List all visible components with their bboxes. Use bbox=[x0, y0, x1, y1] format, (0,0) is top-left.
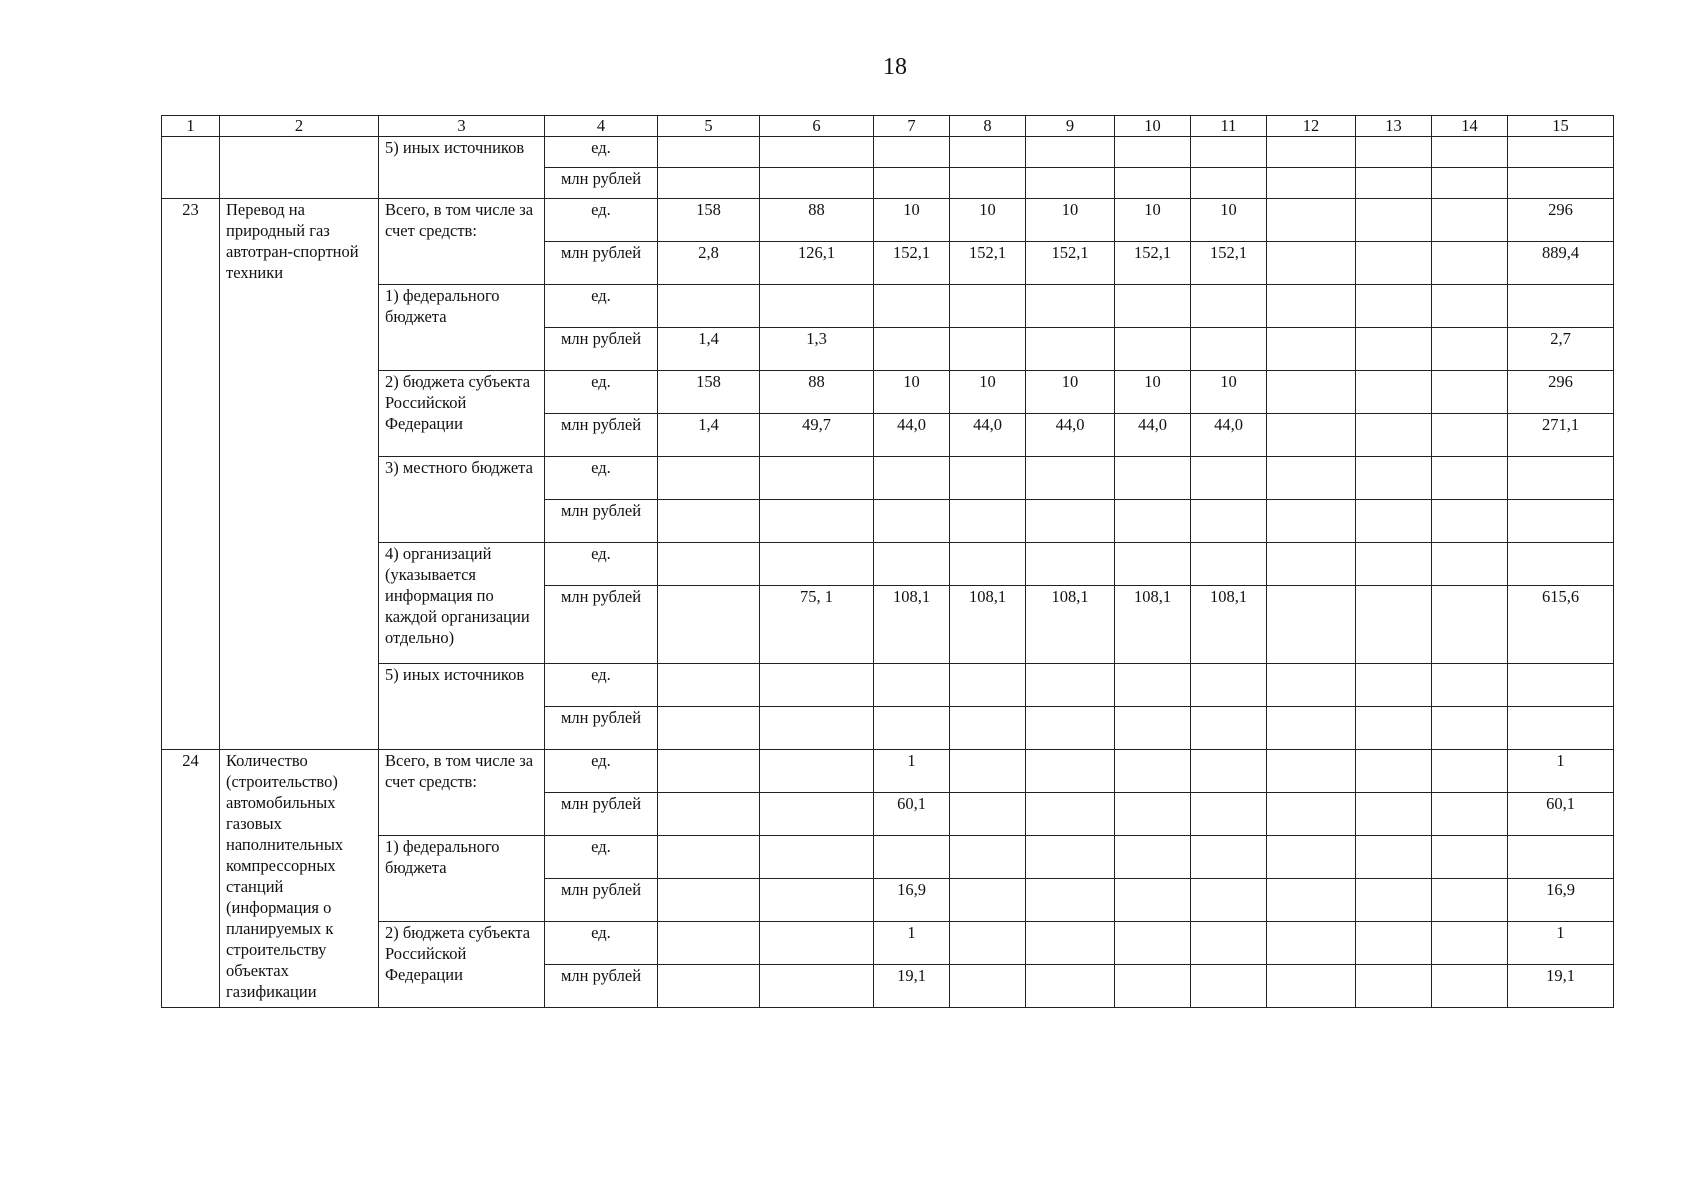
value-cell: 152,1 bbox=[1026, 242, 1115, 285]
value-cell: 16,9 bbox=[1508, 879, 1614, 922]
value-cell bbox=[1115, 965, 1191, 1008]
unit-cell: млн рублей bbox=[545, 414, 658, 457]
value-cell: 2,7 bbox=[1508, 328, 1614, 371]
value-cell bbox=[1432, 922, 1508, 965]
value-cell bbox=[1191, 922, 1267, 965]
table-row bbox=[162, 457, 1614, 500]
value-cell: 296 bbox=[1508, 371, 1614, 414]
value-cell bbox=[658, 457, 760, 500]
value-cell bbox=[1191, 879, 1267, 922]
value-cell bbox=[874, 707, 950, 750]
value-cell: 60,1 bbox=[874, 793, 950, 836]
value-cell bbox=[1115, 285, 1191, 328]
value-cell bbox=[760, 879, 874, 922]
column-number-6: 6 bbox=[760, 116, 874, 137]
value-cell: 44,0 bbox=[874, 414, 950, 457]
column-number-row bbox=[162, 116, 1614, 137]
value-cell bbox=[1267, 922, 1356, 965]
value-cell bbox=[1115, 707, 1191, 750]
unit-cell: млн рублей bbox=[545, 242, 658, 285]
value-cell bbox=[1191, 457, 1267, 500]
value-cell: 108,1 bbox=[1115, 586, 1191, 664]
value-cell bbox=[1191, 328, 1267, 371]
value-cell bbox=[1356, 242, 1432, 285]
value-cell bbox=[874, 328, 950, 371]
table-row bbox=[162, 285, 1614, 328]
value-cell bbox=[1356, 586, 1432, 664]
value-cell bbox=[1026, 922, 1115, 965]
source-label: 2) бюджета субъекта Российской Федерации bbox=[379, 371, 545, 457]
cell-empty bbox=[162, 137, 220, 199]
value-cell bbox=[1432, 586, 1508, 664]
value-cell: 108,1 bbox=[874, 586, 950, 664]
value-cell bbox=[1191, 285, 1267, 328]
column-number-14: 14 bbox=[1432, 116, 1508, 137]
value-cell: 1 bbox=[874, 922, 950, 965]
value-cell bbox=[1191, 664, 1267, 707]
unit-cell: ед. bbox=[545, 543, 658, 586]
value-cell bbox=[658, 707, 760, 750]
value-cell bbox=[658, 793, 760, 836]
value-cell bbox=[658, 543, 760, 586]
value-cell bbox=[760, 285, 874, 328]
value-cell bbox=[1356, 793, 1432, 836]
source-label: 2) бюджета субъекта Российской Федерации bbox=[379, 922, 545, 1008]
value-cell bbox=[1508, 543, 1614, 586]
value-cell bbox=[874, 285, 950, 328]
item-number: 23 bbox=[162, 199, 220, 750]
value-cell bbox=[760, 500, 874, 543]
value-cell bbox=[760, 664, 874, 707]
item-number: 24 bbox=[162, 750, 220, 1008]
value-cell bbox=[1191, 500, 1267, 543]
source-label: 5) иных источников bbox=[379, 664, 545, 750]
value-cell bbox=[874, 500, 950, 543]
column-number-5: 5 bbox=[658, 116, 760, 137]
value-cell bbox=[658, 879, 760, 922]
value-cell bbox=[1356, 750, 1432, 793]
column-number-4: 4 bbox=[545, 116, 658, 137]
value-cell: 1,4 bbox=[658, 414, 760, 457]
value-cell bbox=[1432, 879, 1508, 922]
value-cell: 108,1 bbox=[1026, 586, 1115, 664]
value-cell bbox=[1115, 328, 1191, 371]
column-number-9: 9 bbox=[1026, 116, 1115, 137]
value-cell bbox=[658, 586, 760, 664]
value-cell bbox=[1267, 750, 1356, 793]
value-cell: 1 bbox=[1508, 922, 1614, 965]
source-label: 1) федерального бюджета bbox=[379, 285, 545, 371]
value-cell bbox=[1026, 879, 1115, 922]
column-number-3: 3 bbox=[379, 116, 545, 137]
value-cell bbox=[760, 457, 874, 500]
value-cell bbox=[1191, 707, 1267, 750]
column-number-2: 2 bbox=[220, 116, 379, 137]
value-cell bbox=[950, 879, 1026, 922]
value-cell bbox=[950, 750, 1026, 793]
value-cell bbox=[1115, 750, 1191, 793]
value-cell bbox=[874, 457, 950, 500]
table-row bbox=[162, 922, 1614, 965]
value-cell bbox=[1026, 285, 1115, 328]
value-cell bbox=[1191, 965, 1267, 1008]
value-cell: 158 bbox=[658, 371, 760, 414]
value-cell bbox=[1432, 414, 1508, 457]
value-cell bbox=[658, 750, 760, 793]
value-cell: 19,1 bbox=[874, 965, 950, 1008]
unit-cell: ед. bbox=[545, 371, 658, 414]
value-cell bbox=[1267, 500, 1356, 543]
value-cell bbox=[1432, 285, 1508, 328]
value-cell bbox=[1356, 836, 1432, 879]
table-row bbox=[162, 664, 1614, 707]
value-cell: 10 bbox=[874, 371, 950, 414]
value-cell bbox=[1267, 199, 1356, 242]
value-cell: 108,1 bbox=[1191, 586, 1267, 664]
value-cell bbox=[1191, 543, 1267, 586]
value-cell: 10 bbox=[1026, 199, 1115, 242]
value-cell bbox=[1508, 664, 1614, 707]
value-cell bbox=[1432, 199, 1508, 242]
value-cell: 889,4 bbox=[1508, 242, 1614, 285]
value-cell: 44,0 bbox=[1026, 414, 1115, 457]
value-cell bbox=[1432, 371, 1508, 414]
unit-cell: ед. bbox=[545, 199, 658, 242]
value-cell bbox=[1115, 664, 1191, 707]
value-cell bbox=[1508, 500, 1614, 543]
program-table bbox=[161, 115, 1614, 1008]
value-cell bbox=[1267, 965, 1356, 1008]
value-cell: 19,1 bbox=[1508, 965, 1614, 1008]
table-row bbox=[162, 543, 1614, 586]
value-cell: 10 bbox=[1115, 199, 1191, 242]
unit-cell: млн рублей bbox=[545, 879, 658, 922]
value-cell bbox=[760, 922, 874, 965]
value-cell bbox=[1356, 457, 1432, 500]
value-cell bbox=[1356, 414, 1432, 457]
value-cell bbox=[1508, 836, 1614, 879]
value-cell bbox=[658, 922, 760, 965]
value-cell bbox=[1508, 457, 1614, 500]
value-cell bbox=[1191, 793, 1267, 836]
table-row bbox=[162, 199, 1614, 242]
unit-cell: ед. bbox=[545, 922, 658, 965]
value-cell bbox=[658, 285, 760, 328]
column-number-1: 1 bbox=[162, 116, 220, 137]
column-number-13: 13 bbox=[1356, 116, 1432, 137]
value-cell bbox=[1267, 371, 1356, 414]
unit-cell: ед. bbox=[545, 750, 658, 793]
source-label: 3) местного бюджета bbox=[379, 457, 545, 543]
value-cell: 1 bbox=[1508, 750, 1614, 793]
value-cell bbox=[1432, 500, 1508, 543]
unit-cell: ед. bbox=[545, 285, 658, 328]
unit-cell: млн рублей bbox=[545, 965, 658, 1008]
unit-cell: млн рублей bbox=[545, 500, 658, 543]
value-cell bbox=[1432, 965, 1508, 1008]
value-cell bbox=[1432, 707, 1508, 750]
value-cell: 16,9 bbox=[874, 879, 950, 922]
value-cell bbox=[1267, 664, 1356, 707]
value-cell: 615,6 bbox=[1508, 586, 1614, 664]
unit-cell: млн рублей bbox=[545, 707, 658, 750]
unit-cell: ед. bbox=[545, 664, 658, 707]
value-cell bbox=[1356, 707, 1432, 750]
table-row bbox=[162, 836, 1614, 879]
value-cell: 44,0 bbox=[1191, 414, 1267, 457]
unit-cell: ед. bbox=[545, 137, 658, 168]
value-cell bbox=[950, 285, 1026, 328]
value-cell bbox=[950, 793, 1026, 836]
value-cell: 10 bbox=[950, 371, 1026, 414]
value-cell bbox=[1026, 328, 1115, 371]
value-cell bbox=[1026, 836, 1115, 879]
value-cell bbox=[1356, 922, 1432, 965]
value-cell: 44,0 bbox=[950, 414, 1026, 457]
value-cell bbox=[1191, 836, 1267, 879]
value-cell: 10 bbox=[1115, 371, 1191, 414]
value-cell bbox=[1267, 586, 1356, 664]
value-cell bbox=[658, 836, 760, 879]
value-cell bbox=[1356, 371, 1432, 414]
table-row bbox=[162, 137, 1614, 168]
value-cell bbox=[1267, 543, 1356, 586]
value-cell bbox=[658, 965, 760, 1008]
value-cell bbox=[1432, 242, 1508, 285]
value-cell bbox=[950, 457, 1026, 500]
value-cell bbox=[1026, 457, 1115, 500]
value-cell bbox=[1191, 750, 1267, 793]
value-cell bbox=[1267, 328, 1356, 371]
value-cell bbox=[1356, 879, 1432, 922]
value-cell: 1,3 bbox=[760, 328, 874, 371]
value-cell bbox=[1356, 328, 1432, 371]
value-cell bbox=[1267, 879, 1356, 922]
value-cell bbox=[1267, 457, 1356, 500]
value-cell bbox=[950, 922, 1026, 965]
value-cell bbox=[1267, 793, 1356, 836]
value-cell bbox=[1432, 543, 1508, 586]
value-cell: 1,4 bbox=[658, 328, 760, 371]
value-cell: 10 bbox=[1026, 371, 1115, 414]
source-label: 5) иных источников bbox=[379, 137, 545, 199]
unit-cell: млн рублей bbox=[545, 793, 658, 836]
value-cell: 108,1 bbox=[950, 586, 1026, 664]
value-cell: 158 bbox=[658, 199, 760, 242]
value-cell bbox=[1026, 543, 1115, 586]
column-number-12: 12 bbox=[1267, 116, 1356, 137]
value-cell: 296 bbox=[1508, 199, 1614, 242]
value-cell bbox=[1115, 793, 1191, 836]
value-cell bbox=[950, 543, 1026, 586]
source-label: 4) организаций (указывается информация по каждой организации отдельно) bbox=[379, 543, 545, 664]
value-cell bbox=[1432, 793, 1508, 836]
value-cell bbox=[874, 836, 950, 879]
unit-cell: ед. bbox=[545, 457, 658, 500]
value-cell: 10 bbox=[1191, 371, 1267, 414]
unit-cell: млн рублей bbox=[545, 328, 658, 371]
value-cell bbox=[1026, 965, 1115, 1008]
column-number-15: 15 bbox=[1508, 116, 1614, 137]
value-cell bbox=[1508, 285, 1614, 328]
source-label: Всего, в том числе за счет средств: bbox=[379, 750, 545, 836]
value-cell bbox=[1356, 285, 1432, 328]
column-number-10: 10 bbox=[1115, 116, 1191, 137]
value-cell: 152,1 bbox=[1115, 242, 1191, 285]
value-cell bbox=[1026, 793, 1115, 836]
value-cell: 88 bbox=[760, 199, 874, 242]
value-cell bbox=[760, 750, 874, 793]
table-row bbox=[162, 371, 1614, 414]
value-cell: 88 bbox=[760, 371, 874, 414]
value-cell: 10 bbox=[1191, 199, 1267, 242]
value-cell bbox=[1115, 457, 1191, 500]
source-label: Всего, в том числе за счет средств: bbox=[379, 199, 545, 285]
value-cell bbox=[760, 836, 874, 879]
value-cell bbox=[950, 707, 1026, 750]
item-name: Перевод на природный газ автотран-спортной техники bbox=[220, 199, 379, 750]
value-cell bbox=[1026, 500, 1115, 543]
value-cell: 271,1 bbox=[1508, 414, 1614, 457]
value-cell bbox=[1115, 922, 1191, 965]
value-cell bbox=[874, 543, 950, 586]
value-cell: 152,1 bbox=[1191, 242, 1267, 285]
value-cell bbox=[1432, 457, 1508, 500]
value-cell: 60,1 bbox=[1508, 793, 1614, 836]
value-cell bbox=[1115, 543, 1191, 586]
value-cell: 10 bbox=[874, 199, 950, 242]
value-cell bbox=[1432, 664, 1508, 707]
value-cell bbox=[1115, 500, 1191, 543]
value-cell bbox=[1267, 242, 1356, 285]
value-cell bbox=[658, 500, 760, 543]
value-cell bbox=[1026, 664, 1115, 707]
value-cell: 2,8 bbox=[658, 242, 760, 285]
column-number-7: 7 bbox=[874, 116, 950, 137]
value-cell bbox=[658, 664, 760, 707]
column-number-8: 8 bbox=[950, 116, 1026, 137]
source-label: 1) федерального бюджета bbox=[379, 836, 545, 922]
value-cell bbox=[1026, 707, 1115, 750]
value-cell bbox=[950, 328, 1026, 371]
value-cell bbox=[950, 965, 1026, 1008]
value-cell bbox=[1356, 965, 1432, 1008]
value-cell bbox=[760, 543, 874, 586]
item-name: Количество (строительство) автомобильных газовых наполнительных компрессорных станций (информация о планируемых к строительству объектах газификации bbox=[220, 750, 379, 1008]
value-cell bbox=[1356, 543, 1432, 586]
value-cell bbox=[1356, 500, 1432, 543]
value-cell: 152,1 bbox=[950, 242, 1026, 285]
value-cell bbox=[950, 664, 1026, 707]
column-number-11: 11 bbox=[1191, 116, 1267, 137]
value-cell bbox=[760, 965, 874, 1008]
value-cell bbox=[1432, 750, 1508, 793]
unit-cell: млн рублей bbox=[545, 586, 658, 664]
value-cell: 49,7 bbox=[760, 414, 874, 457]
value-cell bbox=[1356, 664, 1432, 707]
value-cell bbox=[1267, 707, 1356, 750]
unit-cell: млн рублей bbox=[545, 168, 658, 199]
value-cell: 152,1 bbox=[874, 242, 950, 285]
page-number: 18 bbox=[883, 54, 907, 80]
unit-cell: ед. bbox=[545, 836, 658, 879]
value-cell bbox=[760, 793, 874, 836]
value-cell bbox=[760, 707, 874, 750]
value-cell bbox=[1267, 285, 1356, 328]
table-row bbox=[162, 750, 1614, 793]
value-cell bbox=[1432, 836, 1508, 879]
value-cell bbox=[1356, 199, 1432, 242]
value-cell bbox=[1432, 328, 1508, 371]
cell-empty bbox=[220, 137, 379, 199]
value-cell: 1 bbox=[874, 750, 950, 793]
value-cell bbox=[950, 500, 1026, 543]
value-cell bbox=[1267, 836, 1356, 879]
value-cell bbox=[1115, 879, 1191, 922]
value-cell: 126,1 bbox=[760, 242, 874, 285]
value-cell bbox=[874, 664, 950, 707]
value-cell bbox=[1115, 836, 1191, 879]
value-cell: 75, 1 bbox=[760, 586, 874, 664]
value-cell bbox=[950, 836, 1026, 879]
value-cell bbox=[1267, 414, 1356, 457]
value-cell bbox=[1508, 707, 1614, 750]
value-cell bbox=[1026, 750, 1115, 793]
value-cell: 44,0 bbox=[1115, 414, 1191, 457]
value-cell: 10 bbox=[950, 199, 1026, 242]
